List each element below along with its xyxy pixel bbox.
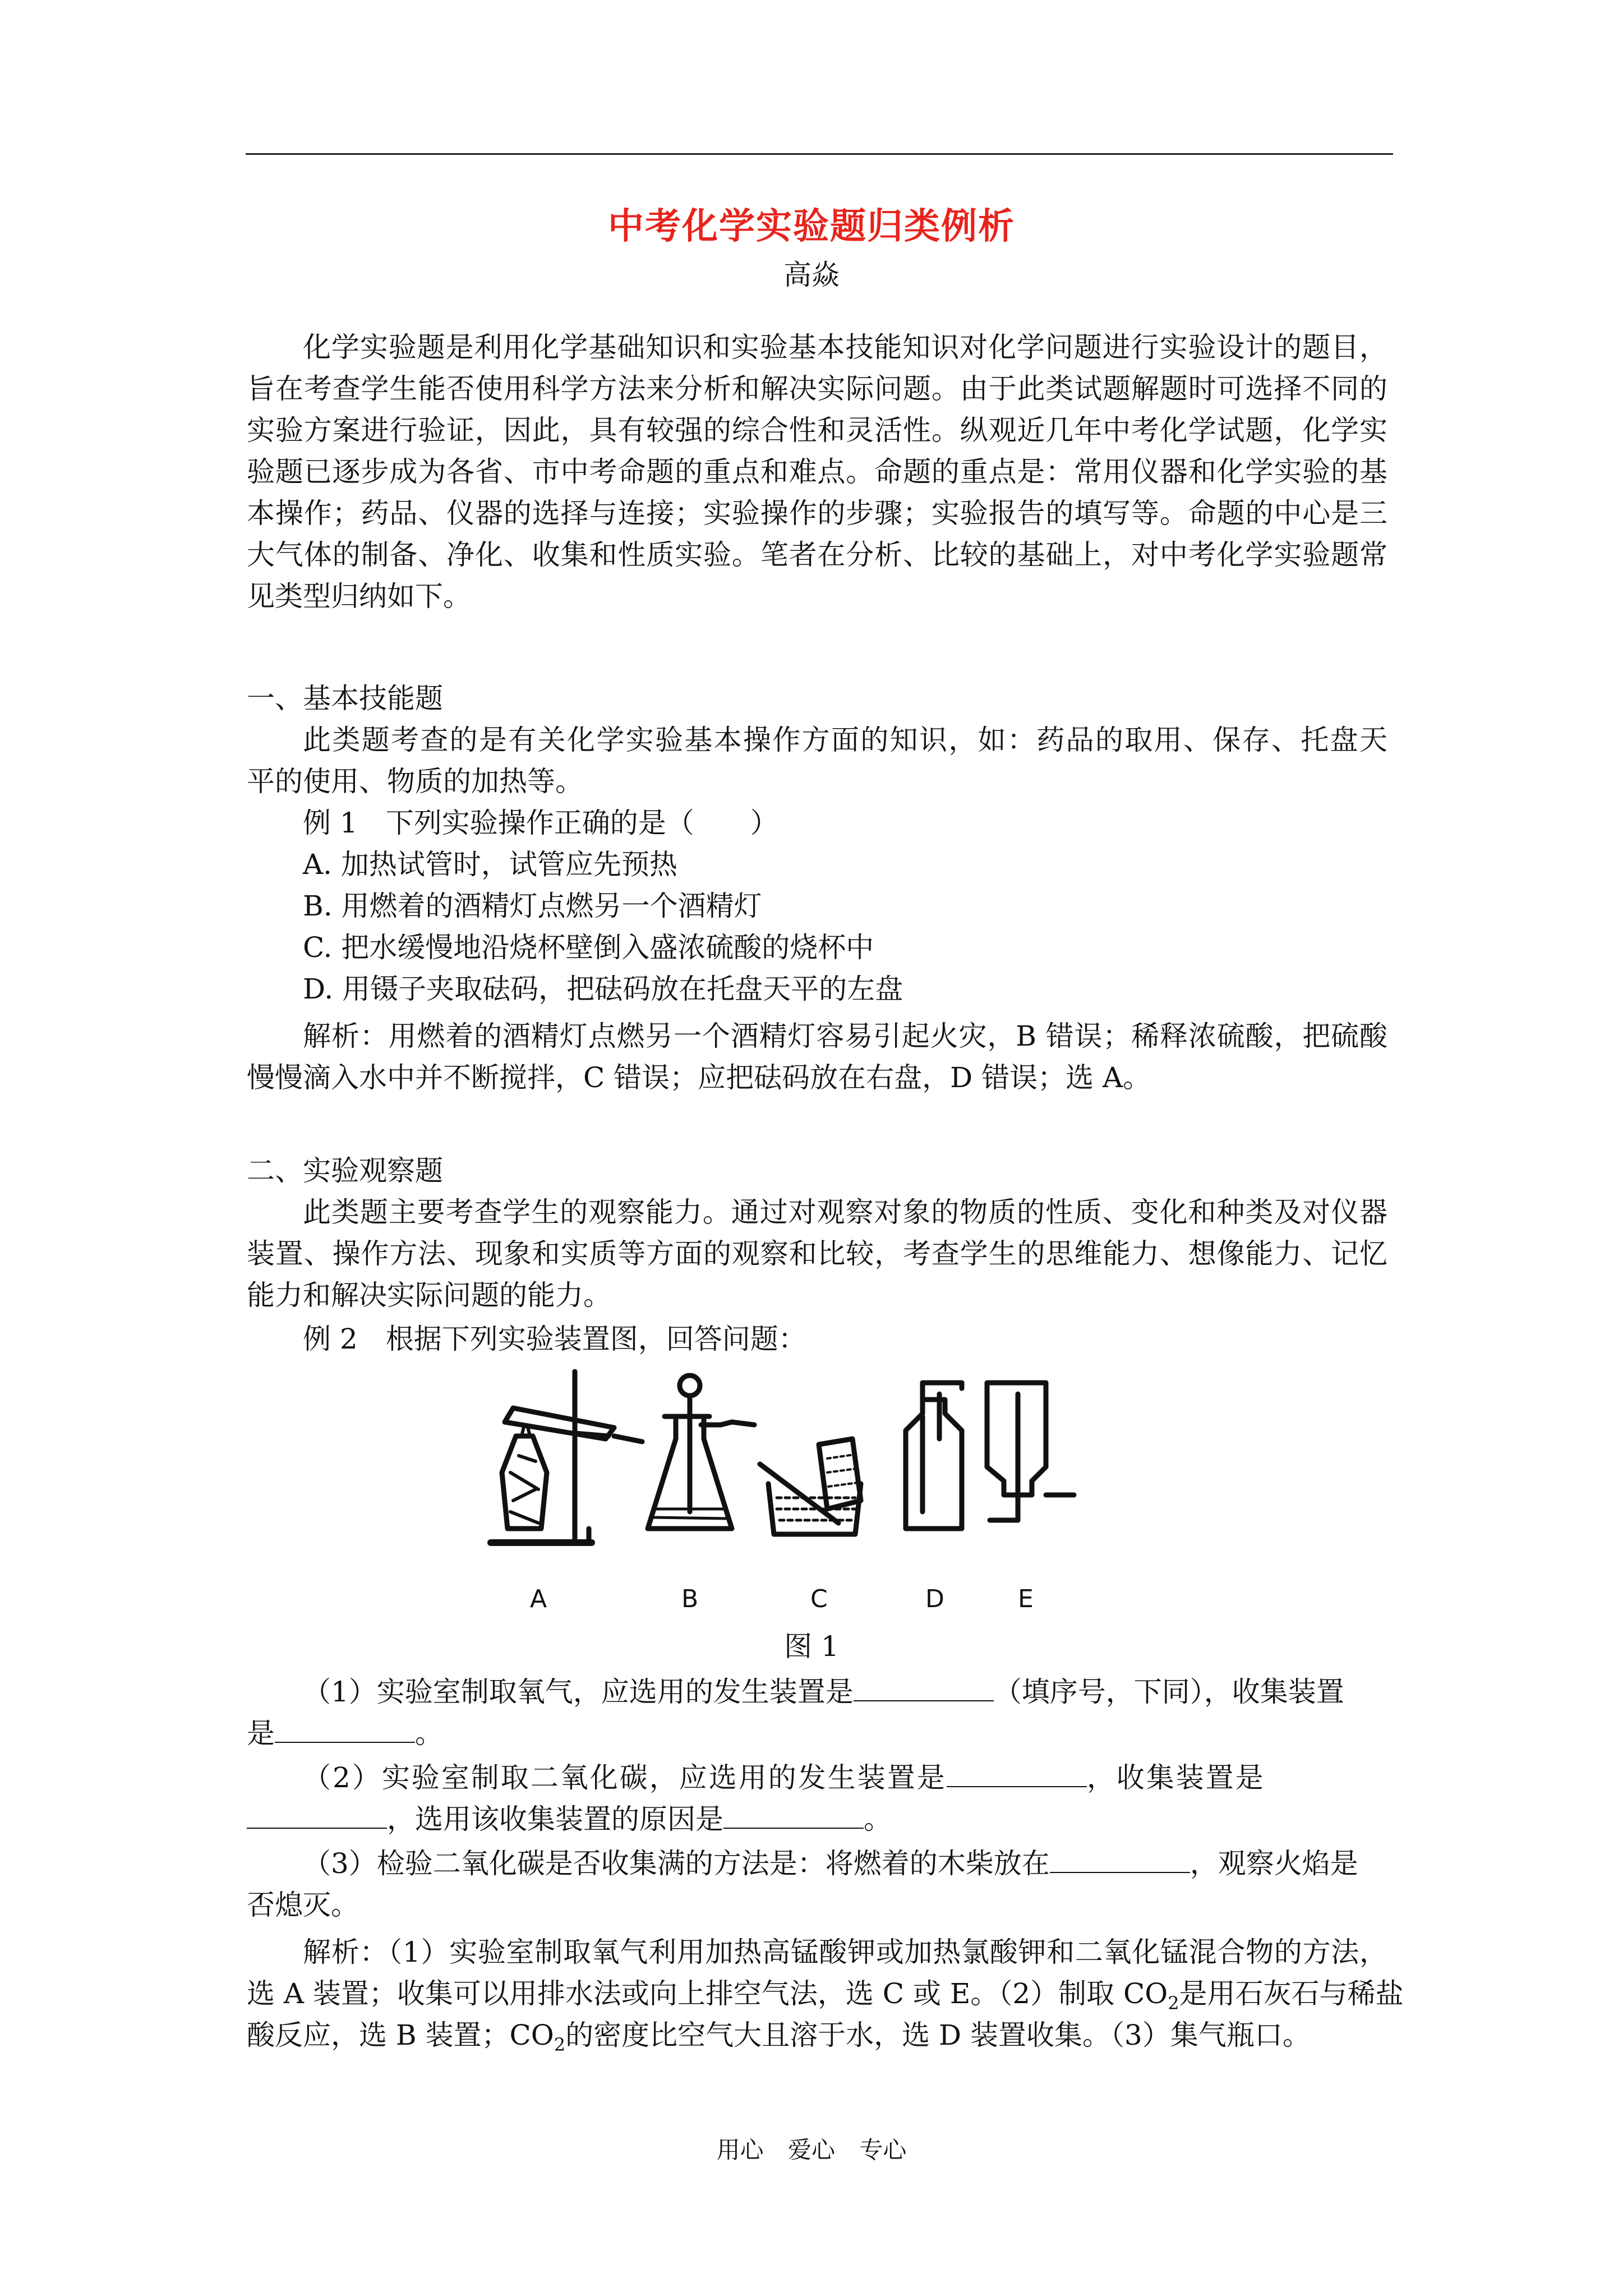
apparatus-a	[491, 1372, 642, 1543]
intro-line: 本操作；药品、仪器的选择与连接；实验操作的步骤；实验报告的填写等。命题的中心是三	[247, 497, 1387, 530]
answer-blank[interactable]	[1050, 1846, 1190, 1873]
option-b: B. 用燃着的酒精灯点燃另一个酒精灯	[303, 890, 762, 922]
section-heading: 二、实验观察题	[247, 1154, 443, 1187]
question-1-cont: 是 。	[247, 1717, 443, 1750]
option-d: D. 用镊子夹取砝码，把砝码放在托盘天平的左盘	[303, 973, 903, 1005]
answer-blank[interactable]	[275, 1716, 415, 1743]
apparatus-figure	[479, 1360, 1141, 1630]
section-desc: 装置、操作方法、现象和实质等方面的观察和比较，考查学生的思维能力、想像能力、记忆	[247, 1237, 1387, 1270]
apparatus-b	[648, 1375, 754, 1529]
example-question: 例 2 根据下列实验装置图，回答问题：	[303, 1323, 806, 1355]
apparatus-c	[760, 1439, 861, 1534]
intro-line: 旨在考查学生能否使用科学方法来分析和解决实际问题。由于此类试题解题时可选择不同的	[247, 372, 1387, 405]
label-e: E	[1018, 1585, 1034, 1613]
section-desc: 能力和解决实际问题的能力。	[247, 1279, 611, 1312]
question-2: （2）实验室制取二氧化碳，应选用的发生装置是 ，收集装置是	[303, 1761, 1265, 1794]
intro-line: 见类型归纳如下。	[247, 580, 471, 613]
intro-line: 大气体的制备、净化、收集和性质实验。笔者在分析、比较的基础上，对中考化学实验题常	[247, 539, 1387, 571]
figure-caption: 图 1	[784, 1630, 839, 1663]
answer-blank[interactable]	[723, 1802, 864, 1829]
analysis: 解析：用燃着的酒精灯点燃另一个酒精灯容易引起火灾，B 错误；稀释浓硫酸，把硫酸	[303, 1020, 1387, 1052]
apparatus-d	[906, 1383, 962, 1529]
label-c: C	[810, 1585, 828, 1613]
question-3-cont: 否熄灭。	[247, 1889, 359, 1921]
section-desc: 平的使用、物质的加热等。	[247, 765, 583, 798]
answer-blank[interactable]	[947, 1760, 1087, 1787]
intro-line: 验题已逐步成为各省、市中考命题的重点和难点。命题的重点是：常用仪器和化学实验的基	[247, 455, 1387, 488]
question-1: （1）实验室制取氧气，应选用的发生装置是 （填序号，下同），收集装置	[303, 1676, 1344, 1708]
header-rule	[246, 153, 1393, 155]
section-heading: 一、基本技能题	[247, 682, 443, 715]
option-c: C. 把水缓慢地沿烧杯壁倒入盛浓硫酸的烧杯中	[303, 931, 874, 964]
analysis: 解析：（1）实验室制取氧气利用加热高锰酸钾或加热氯酸钾和二氧化锰混合物的方法，	[303, 1936, 1387, 1968]
section-desc: 此类题考查的是有关化学实验基本操作方面的知识，如：药品的取用、保存、托盘天	[303, 724, 1387, 756]
analysis: 酸反应，选 B 装置；$CO_2$的密度比空气大且溶于水，选 D 装置收集。（3）集气瓶口。	[247, 2019, 1311, 2055]
document-title: 中考化学实验题归类例析	[608, 205, 1015, 247]
author: 高焱	[783, 259, 840, 291]
apparatus-e	[987, 1383, 1074, 1520]
section-desc: 此类题主要考查学生的观察能力。通过对观察对象的物质的性质、变化和种类及对仪器	[303, 1196, 1387, 1228]
question-3: （3）检验二氧化碳是否收集满的方法是：将燃着的木柴放在 ，观察火焰是	[303, 1847, 1358, 1880]
label-a: A	[530, 1585, 547, 1613]
question-2-cont: ，选用该收集装置的原因是 。	[247, 1798, 1387, 1840]
analysis: 慢慢滴入水中并不断搅拌，C 错误；应把砝码放在右盘，D 错误；选 A。	[247, 1061, 1151, 1094]
answer-blank[interactable]	[247, 1802, 387, 1829]
intro-line: 实验方案进行验证，因此，具有较强的综合性和灵活性。纵观近几年中考化学试题，化学实	[247, 414, 1387, 447]
label-b: B	[681, 1585, 699, 1613]
label-d: D	[925, 1585, 944, 1613]
example-question: 例 1 下列实验操作正确的是（ ）	[303, 807, 778, 839]
answer-blank[interactable]	[854, 1674, 994, 1701]
analysis: 选 A 装置；收集可以用排水法或向上排空气法，选 C 或 E。（2）制取 $CO_2$是用石灰石与稀盐	[247, 1977, 1404, 2014]
option-a: A. 加热试管时，试管应先预热	[303, 848, 677, 881]
intro-line: 化学实验题是利用化学基础知识和实验基本技能知识对化学问题进行实验设计的题目，	[303, 331, 1387, 364]
page-footer: 用心 爱心 专心	[716, 2136, 907, 2164]
